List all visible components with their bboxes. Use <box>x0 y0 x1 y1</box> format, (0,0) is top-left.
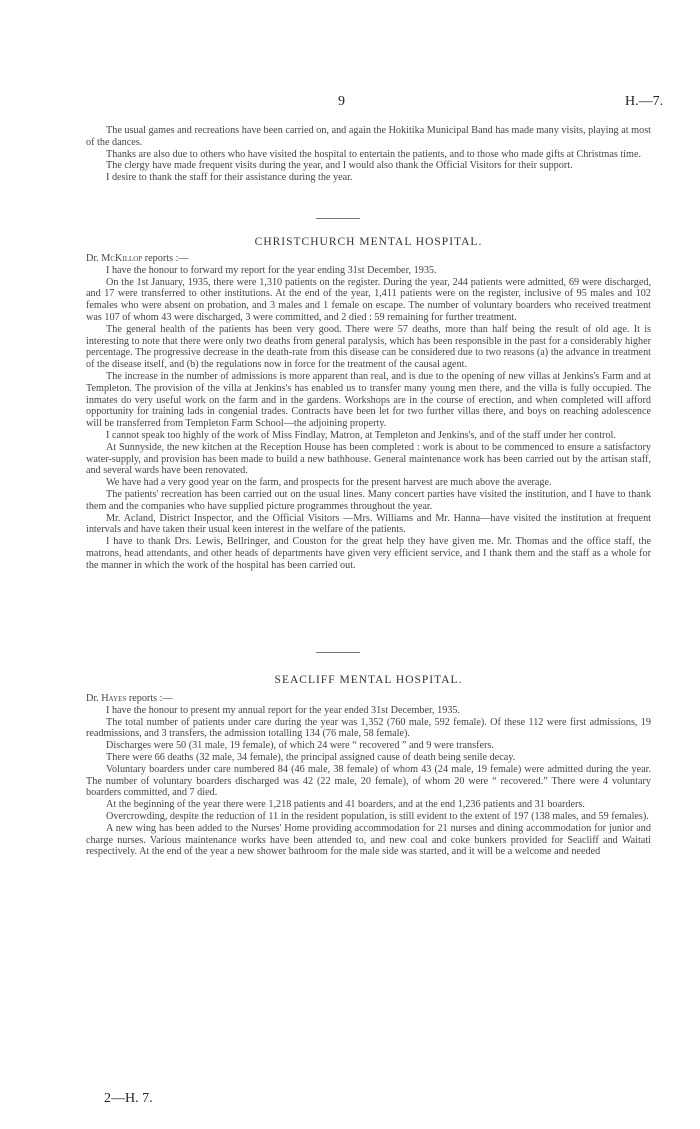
paragraph: Discharges were 50 (31 male, 19 female), of which 24 were “ recovered ” and 9 were transfers. <box>106 740 494 752</box>
paragraph: The patients' recreation has been carried out on the usual lines. Many concert parties have visited the institution, and I have to thank them and the companies who have supplied picture programmes throughout the year. <box>86 488 651 512</box>
reporter-suffix: reports :— <box>144 253 189 264</box>
paragraph: I desire to thank the staff for their assistance during the year. <box>106 172 353 184</box>
paragraph: I have the honour to present my annual report for the year ended 31st December, 1935. <box>106 704 461 716</box>
paragraph: Voluntary boarders under care numbered 84 (46 male, 38 female) of whom 43 (24 male, 19 female) were admitted during the year. The number of voluntary boarders discharged was 42 (22 male, 20 female), of whom 20 were “ recovered.” There were 4 voluntary boarders committed, and 7 died. <box>86 763 651 799</box>
reporter-name: McKillop <box>101 253 143 264</box>
paragraph: Thanks are also due to others who have visited the hospital to entertain the patients, and to those who made gifts at Christmas time. <box>106 148 642 160</box>
reporter-prefix: Dr. <box>86 253 99 264</box>
paragraph: I cannot speak too highly of the work of Miss Findlay, Matron, at Templeton and Jenkins's, and of the staff under her control. <box>106 429 616 441</box>
paragraph: The general health of the patients has been very good. There were 57 deaths, more than half being the result of old age. It is interesting to note that there were only two deaths from general paralysis, which has been responsible in the past for a considerably higher percentage. The progressive decrease in the death-rate from this disease can be considered due to two reasons (a) the advance in treatment of the disease itself, and (b) the regulations now in force for the treatment of the causal agent. <box>86 323 651 371</box>
paragraph: The total number of patients under care during the year was 1,352 (760 male, 592 female). Of these 112 were first admissions, 19 readmissions, and 3 transfers, the admission totalling 134 (76 male, 58 female). <box>86 716 651 740</box>
reporter-line <box>86 693 651 705</box>
signature-mark: 2—H. 7. <box>104 1091 153 1106</box>
section-heading-christchurch: CHRISTCHURCH MENTAL HOSPITAL. <box>254 236 483 248</box>
paragraph: At Sunnyside, the new kitchen at the Reception House has been completed : work is about to be commenced to ensure a satisfactory water-supply, and provision has been made to build a new bathhouse. General maintenance work has been carried out by the artisan staff, and several wards have been renovated. <box>86 441 651 477</box>
section-divider <box>316 652 360 653</box>
paragraph: The usual games and recreations have been carried on, and again the Hokitika Municipal Band has made many visits, playing at most of the dances. <box>86 125 651 148</box>
paragraph: I have to thank Drs. Lewis, Bellringer, and Couston for the great help they have given me. Mr. Thomas and the office staff, the matrons, head attendants, and other heads of departments have given very efficient service, and I thank them and the staff as a whole for the manner in which the work of the hospital has been carried out. <box>86 536 651 571</box>
paragraph: There were 66 deaths (32 male, 34 female), the principal assigned cause of death being senile decay. <box>106 751 516 763</box>
paragraph: At the beginning of the year there were 1,218 patients and 41 boarders, and at the end 1,236 patients and 31 boarders. <box>106 799 585 811</box>
reporter-name: Hayes <box>101 693 127 704</box>
paragraph: Overcrowding, despite the reduction of 11 in the resident population, is still evident to the extent of 197 (138 males, and 59 females). <box>106 810 649 822</box>
seacliff-section <box>86 693 651 858</box>
section-heading-seacliff: SEACLIFF MENTAL HOSPITAL. <box>274 674 463 686</box>
reporter-prefix: Dr. <box>86 693 99 704</box>
paragraph: We have had a very good year on the farm, and prospects for the present harvest are much above the average. <box>106 477 552 489</box>
reporter-line <box>86 253 651 265</box>
paragraph: On the 1st January, 1935, there were 1,310 patients on the register. During the year, 244 patients were admitted, 69 were discharged, and 17 were transferred to other institutions. At the end of the year, 1,411 patients were on the register, inclusive of 95 males and 102 females who were absent on probation, and 3 males and 1 female on escape. The number of voluntary boarders who received treatment was 107 of whom 43 were discharged, 3 were committed, and 2 died : 59 remaining for further treatment. <box>86 276 651 323</box>
paragraph: Mr. Acland, District Inspector, and the Official Visitors —Mrs. Williams and Mr. Hanna—have visited the institution at frequent intervals and have taken their usual keen interest in the welfare of the patients. <box>86 512 651 536</box>
reporter-suffix: reports :— <box>128 693 173 704</box>
paragraph: The increase in the number of admissions is more apparent than real, and is due to the opening of new villas at Jenkins's Farm and at Templeton. The provision of the villa at Jenkins's has enabled us to transfer many young men there, and the villa is fully occupied. The inmates do very useful work on the farm and in the gardens. Workshops are in the course of erection, and when completed will afford opportunity for training lads in congenial trades. Contracts have been let for two further villas there, and boys on reaching adolescence will be transferred from Templeton Farm School—the adjoining property. <box>86 370 651 430</box>
paragraph: I have the honour to forward my report for the year ending 31st December, 1935. <box>106 264 437 276</box>
paragraph: A new wing has been added to the Nurses' Home providing accommodation for 21 nurses and dining accommodation for junior and charge nurses. Various maintenance works have been attended to, and new coal and coke bunkers provided for Seacliff and Waitati respectively. At the end of the year a new shower bathroom for the male side was started, and it will be a welcome and needed <box>86 822 651 858</box>
page-reference: H.—7. <box>625 94 664 109</box>
christchurch-section <box>86 253 651 572</box>
paragraph: The clergy have made frequent visits during the year, and I would also thank the Official Visitors for their support. <box>106 160 573 172</box>
intro-section <box>86 125 651 184</box>
section-divider <box>316 218 360 219</box>
page-number: 9 <box>338 94 345 109</box>
